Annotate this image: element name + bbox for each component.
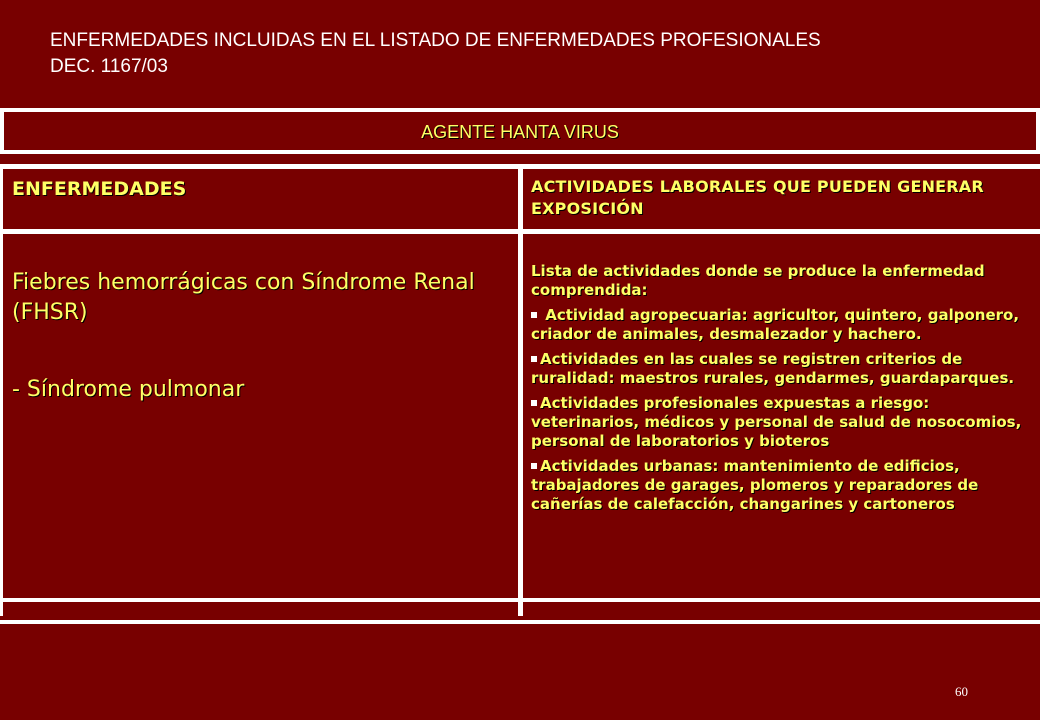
rule-left-edge bbox=[0, 164, 3, 616]
diseases-heading: ENFERMEDADES bbox=[12, 178, 187, 200]
agent-label: AGENTE HANTA VIRUS bbox=[421, 122, 619, 142]
bullet-icon bbox=[531, 312, 537, 318]
rule-below-heading-right bbox=[523, 229, 1040, 234]
activities-list bbox=[531, 262, 1031, 520]
list-item-text: Actividades profesionales expuestas a riesgo: veterinarios, médicos y personal de salud de nosocomios, personal de laboratorios y bioteros bbox=[531, 394, 1022, 450]
list-item-text: Actividades en las cuales se registren criterios de ruralidad: maestros rurales, gendarmes, guardaparques. bbox=[531, 350, 1015, 387]
rule-lower bbox=[0, 598, 1040, 602]
disease-fhsr: Fiebres hemorrágicas con Síndrome Renal (FHSR) bbox=[12, 270, 475, 325]
bullet-icon bbox=[531, 356, 537, 362]
list-item-text: Actividad agropecuaria: agricultor, quintero, galponero, criador de animales, desmalezador y hachero. bbox=[531, 306, 1020, 343]
bullet-icon bbox=[531, 463, 537, 469]
title-line-1: ENFERMEDADES INCLUIDAS EN EL LISTADO DE ENFERMEDADES PROFESIONALES bbox=[50, 30, 821, 51]
page-number: 60 bbox=[955, 684, 968, 699]
slide-title bbox=[50, 28, 1010, 80]
activities-heading: ACTIVIDADES LABORALES QUE PUEDEN GENERAR EXPOSICIÓN bbox=[531, 177, 984, 218]
list-item bbox=[531, 306, 1031, 344]
title-line-2: DEC. 1167/03 bbox=[50, 56, 168, 77]
disease-pulmonary: - Síndrome pulmonar bbox=[12, 377, 245, 402]
rule-bottom bbox=[0, 620, 1040, 624]
list-item-text: Actividades urbanas: mantenimiento de edificios, trabajadores de garages, plomeros y reparadores de cañerías de calefacción, changarines y cartoneros bbox=[531, 457, 979, 513]
rule-below-heading-left bbox=[0, 229, 518, 234]
list-item bbox=[531, 457, 1031, 514]
bullet-icon bbox=[531, 400, 537, 406]
activities-intro: Lista de actividades donde se produce la enfermedad comprendida: bbox=[531, 262, 985, 299]
list-item bbox=[531, 350, 1031, 388]
list-item bbox=[531, 394, 1031, 451]
